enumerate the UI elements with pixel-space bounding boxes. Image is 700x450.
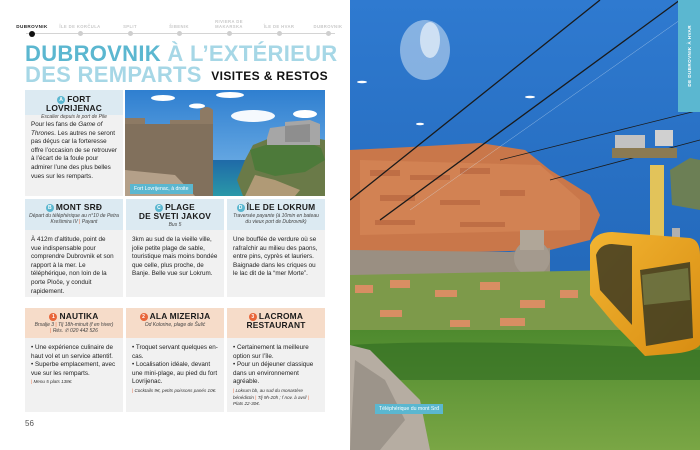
- resto-description: • Troquet servant quelques en-cas. • Localisation idéale, devant une mini-plage, au pied du fort Lovrijenac. | Cocktails 9€, petits poissons panés 10€.: [132, 344, 218, 393]
- cable-car-photo-image: [350, 0, 700, 450]
- visit-card-mont-srd: B MONT SRĐ Départ du téléphérique au n°10 de Petra Krešimira IV | Payant À 412m d’altitude, point de vue indispensable pour comprendre Dubrovnik et son rapport à la mer. Le téléphérique, non loin de la porte Ploče, y conduit rapidement.: [25, 199, 123, 297]
- visit-description: Pour les fans de Game of Thrones. Les autres ne seront pas déçus car la forteresse offre l’occasion de se retrouver à l’écart de la foule pour admirer l’une des plus belles vues sur les remparts.: [31, 121, 117, 180]
- resto-card-lacroma: 3 LACROMA RESTAURANT • Certainement la meilleure option sur l’île. • Pour un déjeuner classique dans un environnement agréable. | Lokrum bb, au sud du monastère bénédictin | Tlj 9h-20h ; f nov. à avril | Plats 22-30€.: [227, 308, 325, 412]
- fort-photo-image: [125, 90, 325, 196]
- page-title-line2: DES REMPARTS VISITES & RESTOS: [25, 62, 329, 87]
- resto-card-nautika: 1 NAUTIKA Brsalje 3 | Tlj 18h-minuit (f en hiver) | Rés. ✆ 020 442 526 • Une expérience culinaire de haut vol et un service attentif. • Superbe emplacement, avec vue sur les remparts. | Menu 5 plats 138€.: [25, 308, 123, 412]
- timeline-dot: [326, 31, 331, 36]
- visit-card-sveti-jakov: C PLAGE DE SVETI JAKOV Bus 5 3km au sud de la vieille ville, jolie petite plage de sable, touristique mais moins bondée que celle, plus proche, de Banje. Belle vue sur Lokrum.: [126, 199, 224, 297]
- timeline-stop-korcula[interactable]: ÎLE DE KORČULA: [52, 19, 108, 29]
- page-title: DUBROVNIK À L’EXTÉRIEUR: [25, 41, 338, 66]
- visit-description: Une bouffée de verdure où se rafraîchir au milieu des paons, entre pins, cyprès et lauriers. Baignade dans les criques ou le lac dit de la “mer Morte”.: [233, 236, 318, 278]
- timeline-dot: [128, 31, 133, 36]
- resto-description: • Une expérience culinaire de haut vol et un service attentif. • Superbe emplacement, avec vue sur les remparts. | Menu 5 plats 138€.: [31, 344, 116, 385]
- timeline-dot: [78, 31, 83, 36]
- resto-description: • Certainement la meilleure option sur l’île. • Pour un déjeuner classique dans un environnement agréable. | Lokrum bb, au sud du monastère bénédictin | Tlj 9h-20h ; f nov. à avril | Plats 22-30€.: [233, 344, 314, 407]
- chapter-side-tab[interactable]: DE DUBROVNIK À HVAR: [678, 0, 700, 112]
- timeline-stop-hvar[interactable]: ÎLE DE HVAR: [251, 19, 307, 29]
- timeline-dot: [277, 31, 282, 36]
- timeline-dot-active: [29, 31, 35, 37]
- timeline-stop-makarska[interactable]: RIVIERA DE MAKARSKA: [201, 19, 257, 29]
- timeline-dot: [227, 31, 232, 36]
- visit-description: À 412m d’altitude, point de vue indispensable pour comprendre Dubrovnik et son rapport à la mer. Le téléphérique, non loin de la porte Ploče, y conduit rapidement.: [31, 236, 114, 295]
- resto-card-ala-mizerija: 2 ALA MIZERIJA Od Kolorine, plage de Šulić • Troquet servant quelques en-cas. • Localisation idéale, devant une mini-plage, au pied du fort Lovrijenac. | Cocktails 9€, petits poissons panés 10€.: [126, 308, 224, 412]
- photo-caption-fort: Fort Lovrijenac, à droite: [130, 184, 193, 194]
- badge-3-icon: 3: [249, 313, 257, 321]
- photo-caption-cablecar: Téléphérique du mont Srđ: [375, 404, 443, 414]
- fort-lovrijenac-photo: [125, 90, 325, 196]
- visit-description: 3km au sud de la vieille ville, jolie petite plage de sable, touristique mais moins bondée que celle, plus proche, de Banje. Belle vue sur Lokrum.: [132, 236, 218, 278]
- visit-card-fort-lovrijenac: A FORT LOVRIJENAC Escalier depuis le port de Pile Pour les fans de Game of Thrones. Les autres ne seront pas déçus car la forteresse offre l’occasion de se retrouver à l’écart de la foule pour admirer l’une des plus belles vues sur les remparts.: [25, 90, 123, 196]
- page-subtitle: VISITES & RESTOS: [211, 69, 329, 83]
- badge-d-icon: D: [237, 204, 245, 212]
- route-timeline: [8, 19, 343, 41]
- timeline-dot: [177, 31, 182, 36]
- timeline-stop-split[interactable]: SPLIT: [102, 19, 158, 29]
- badge-1-icon: 1: [49, 313, 57, 321]
- badge-2-icon: 2: [140, 313, 148, 321]
- badge-c-icon: C: [155, 204, 163, 212]
- timeline-stop-dubrovnik-end[interactable]: DUBROVNIK: [300, 19, 356, 29]
- timeline-stop-sibenik[interactable]: ŠIBENIK: [151, 19, 207, 29]
- visit-card-lokrum: D ÎLE DE LOKRUM Traversée payante (à 10min en bateau du vieux port de Dubrovnik) Une bouffée de verdure où se rafraîchir au milieu des paons, entre pins, cyprès et lauriers. Baignade dans les criques ou le lac dit de la “mer Morte”.: [227, 199, 325, 297]
- badge-a-icon: A: [57, 96, 65, 104]
- timeline-stop-dubrovnik[interactable]: DUBROVNIK: [4, 19, 60, 29]
- right-page-photo: [350, 0, 700, 450]
- badge-b-icon: B: [46, 204, 54, 212]
- page-number: 56: [25, 419, 34, 428]
